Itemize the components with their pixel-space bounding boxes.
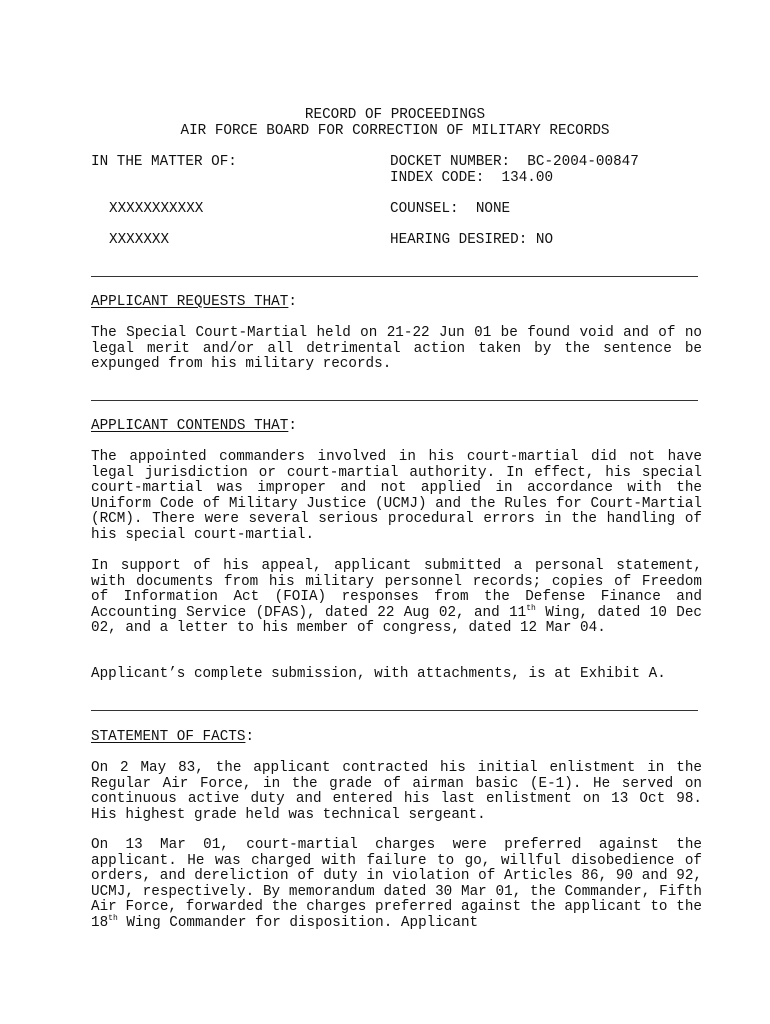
contends-heading: APPLICANT CONTENDS THAT: (91, 418, 297, 434)
index-code (390, 171, 553, 187)
facts-paragraph-2: On 13 Mar 01, court-martial charges were preferred against the applicant. He was charged with failure to go, willful disobedience of orders, and dereliction of duty in violation of Articles 86, 90 and 92, UCMJ, respectively. By memorandum dated 30 Mar 01, the Commander, Fifth Air Force, forwarded the charges preferred against the applicant to the 18th Wing Commander for disposition. Applicant (91, 837, 702, 931)
requests-heading: APPLICANT REQUESTS THAT: (91, 294, 297, 310)
matter-label: IN THE MATTER OF: (91, 154, 237, 170)
index-label: INDEX CODE: (390, 170, 485, 186)
contends-paragraph-1: The appointed commanders involved in his court-martial did not have legal jurisdiction or court-martial authority. In effect, his special court-martial was improper and not applied in accordance with the Uniform Code of Military Justice (UCMJ) and the Rules for Court-Martial (RCM). There were several serious procedural errors in the handling of his special court-martial. (91, 449, 702, 543)
requests-paragraph: The Special Court-Martial held on 21-22 Jun 01 be found void and of no legal merit and/or all detrimental action taken by the sentence be expunged from his military records. (91, 325, 702, 373)
hearing-desired (390, 233, 553, 249)
hearing-value: NO (535, 232, 554, 248)
section-divider (91, 710, 698, 711)
facts-paragraph-1: On 2 May 83, the applicant contracted his initial enlistment in the Regular Air Force, in the grade of airman basic (E-1). He served on continuous active duty and entered his last enlistment on 13 Oct 98. His highest grade held was technical sergeant. (91, 760, 702, 823)
section-divider (91, 276, 698, 277)
applicant-id: XXXXXXX (109, 232, 170, 248)
document-subtitle: AIR FORCE BOARD FOR CORRECTION OF MILITARY RECORDS (180, 123, 610, 139)
counsel (390, 202, 510, 218)
hearing-label: HEARING DESIRED: (390, 232, 528, 248)
counsel-value: NONE (475, 201, 511, 217)
docket-label: DOCKET NUMBER: (390, 154, 511, 170)
facts-heading: STATEMENT OF FACTS: (91, 729, 255, 745)
contends-paragraph-3: Applicant’s complete submission, with attachments, is at Exhibit A. (91, 666, 666, 682)
docket-value: BC-2004-00847 (527, 154, 639, 170)
applicant-name: XXXXXXXXXXX (109, 201, 204, 217)
section-divider (91, 400, 698, 401)
docket-number (390, 155, 639, 171)
contends-paragraph-2: In support of his appeal, applicant submitted a personal statement, with documents from his military personnel records; copies of Freedom of Information Act (FOIA) responses from the Defense Finance and Accounting Service (DFAS), dated 22 Aug 02, and 11th Wing, dated 10 Dec 02, and a letter to his member of congress, dated 12 Mar 04. (91, 558, 703, 637)
index-value: 134.00 (501, 170, 554, 186)
counsel-label: COUNSEL: (390, 201, 459, 217)
document-title: RECORD OF PROCEEDINGS (304, 107, 486, 123)
